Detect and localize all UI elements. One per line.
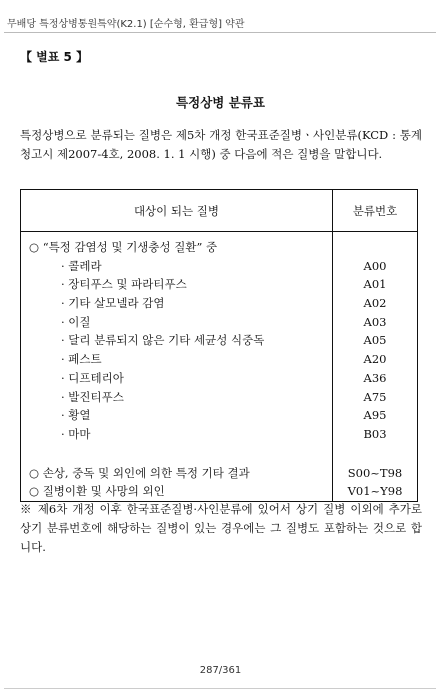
classification-table [20, 189, 418, 502]
list-item: · 콜레라 [61, 258, 102, 273]
list-item: · 디프테리아 [61, 370, 124, 385]
code-cell: A36 [363, 370, 387, 385]
header-target-disease: 대상이 되는 질병 [21, 190, 333, 232]
list-item: · 기타 살모넬라 감염 [61, 296, 165, 311]
code-cell: A05 [363, 333, 387, 348]
list-item: · 발진티푸스 [61, 389, 124, 404]
list-item: · 장티푸스 및 파라티푸스 [61, 277, 187, 292]
list-item: · 이질 [61, 314, 91, 329]
intro-paragraph: 특정상병으로 분류되는 질병은 제5차 개정 한국표준질병ㆍ사인분류(KCD : 통계청고시 제2007-4호, 2008. 1. 1 시행) 중 다음에 적은 질병을 말합니다. [20, 128, 422, 161]
list-item: · 페스트 [61, 352, 102, 367]
code-cell: S00~T98 [347, 465, 403, 480]
table-header-row [21, 190, 418, 232]
code-cell: A03 [363, 314, 387, 329]
code-cell: A95 [363, 408, 387, 423]
code-cell: A20 [363, 352, 387, 367]
footnote: ※ 제6차 개정 이후 한국표준질병·사인분류에 있어서 상기 질병 이외에 추가로 상기 분류번호에 해당하는 질병이 있는 경우에는 그 질병도 포함하는 것으로 합니다. [20, 502, 422, 554]
code-cell: A75 [363, 389, 387, 404]
header-divider [4, 32, 436, 33]
code-cell: A01 [363, 277, 387, 292]
code-cell: V01~Y98 [347, 484, 403, 499]
list-item: · 황열 [61, 408, 91, 423]
disease-column [21, 232, 333, 502]
appendix-label: 【 별표 5 】 [20, 50, 89, 64]
list-item: · 마마 [61, 426, 91, 441]
group-infectious-label: ○ “특정 감염성 및 기생충성 질환” 중 [29, 240, 218, 254]
page-title: 특정상병 분류표 [176, 95, 265, 110]
group-code-blank [333, 238, 417, 257]
code-cell: A02 [363, 296, 387, 311]
table-body-row [21, 232, 418, 502]
page-number: 287/361 [199, 665, 242, 676]
list-item: · 달리 분류되지 않은 기타 세균성 식중독 [61, 333, 265, 348]
footer-divider [4, 688, 436, 689]
code-cell: B03 [363, 426, 387, 441]
header-classification-code: 분류번호 [333, 190, 418, 232]
code-cell: A00 [363, 258, 387, 273]
code-column [333, 232, 418, 502]
row-spacer [21, 444, 332, 464]
group-injury-label: ○ 손상, 중독 및 외인에 의한 특정 기타 결과 [29, 465, 250, 480]
group-external-cause-label: ○ 질병이환 및 사망의 외인 [29, 484, 165, 499]
row-spacer [333, 444, 417, 464]
page-header: 무배당 특정상병통원특약(K2.1) [순수형, 환급형] 약관 [7, 19, 245, 30]
